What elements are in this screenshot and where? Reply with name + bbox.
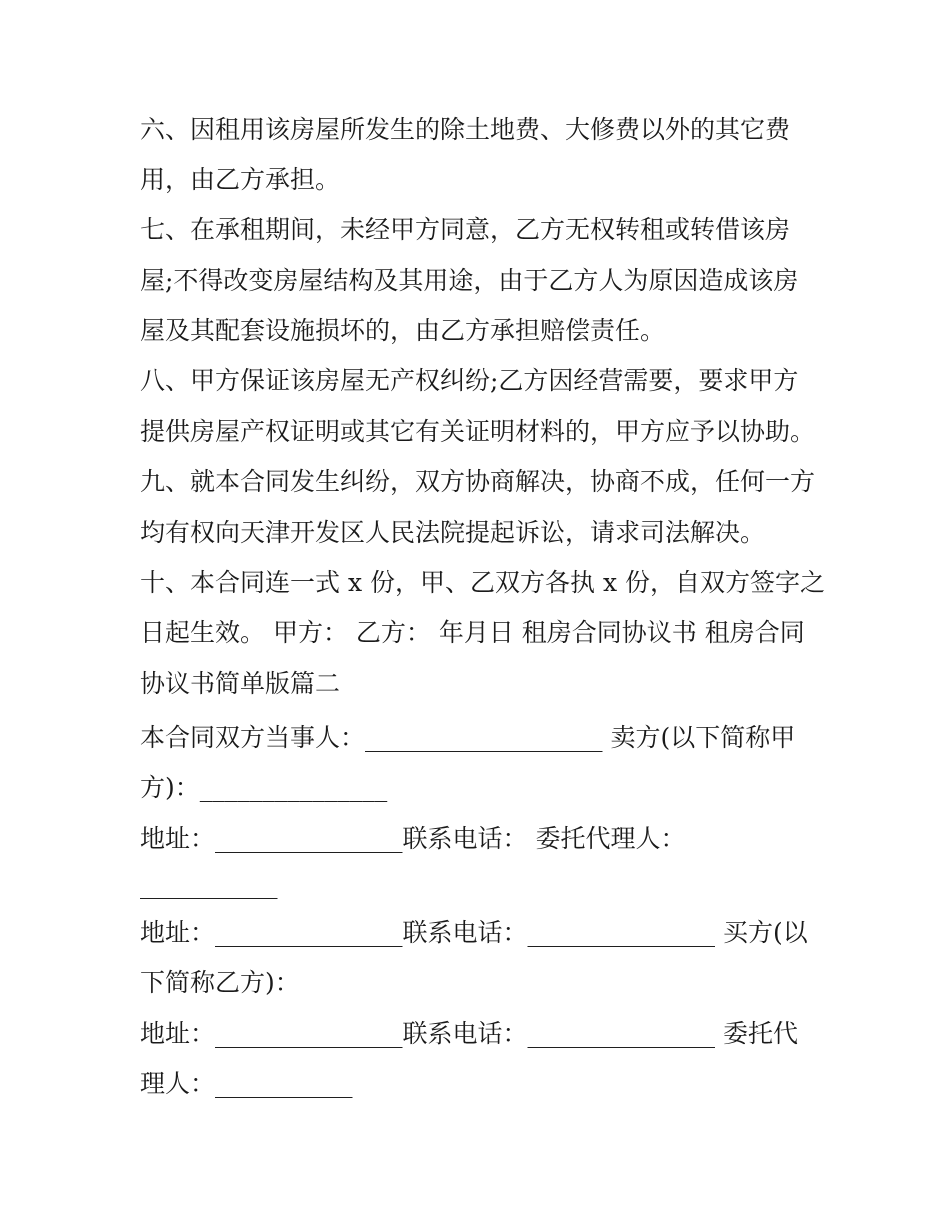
clause-9-line-2: 均有权向天津开发区人民法院提起诉讼，请求司法解决。 — [140, 518, 766, 547]
clause-6-line-1: 六、因租用该房屋所发生的除土地费、大修费以外的其它费 — [140, 115, 791, 144]
clause-7-line-3: 屋及其配套设施损坏的，由乙方承担赔偿责任。 — [140, 316, 666, 345]
clause-6-line-2: 用，由乙方承担。 — [140, 165, 341, 194]
parties-line-2: 方)：_______________ — [140, 773, 388, 802]
clause-7-line-2: 屋;不得改变房屋结构及其用途，由于乙方人为原因造成该房 — [140, 266, 799, 295]
clause-8-line-2: 提供房屋产权证明或其它有关证明材料的，甲方应予以协助。 — [140, 417, 816, 446]
address-line-1: 地址：_______________联系电话： 委托代理人： — [140, 824, 686, 853]
clause-10-line-1: 十、本合同连一式 x 份，甲、乙双方各执 x 份，自双方签字之 — [140, 568, 825, 597]
address-line-3: 地址：_______________联系电话：_______________ 委托代 — [140, 1019, 798, 1048]
parties-line-1: 本合同双方当事人：___________________ 卖方(以下简称甲 — [140, 723, 796, 752]
clause-8-line-1: 八、甲方保证该房屋无产权纠纷;乙方因经营需要，要求甲方 — [140, 366, 799, 395]
address-line-3-cont: 理人：___________ — [140, 1069, 353, 1098]
clause-7-line-1: 七、在承租期间，未经甲方同意，乙方无权转租或转借该房 — [140, 215, 791, 244]
address-line-2: 地址：_______________联系电话：_______________ 买方(以 — [140, 918, 808, 947]
address-line-2-cont: 下简称乙方)： — [140, 968, 300, 997]
clause-10-line-2: 日起生效。 甲方： 乙方： 年月日 租房合同协议书 租房合同 — [140, 618, 805, 647]
address-line-1-cont: ___________ — [140, 870, 278, 899]
clause-9-line-1: 九、就本合同发生纠纷，双方协商解决，协商不成，任何一方 — [140, 467, 816, 496]
section-title-line: 协议书简单版篇二 — [140, 669, 341, 698]
